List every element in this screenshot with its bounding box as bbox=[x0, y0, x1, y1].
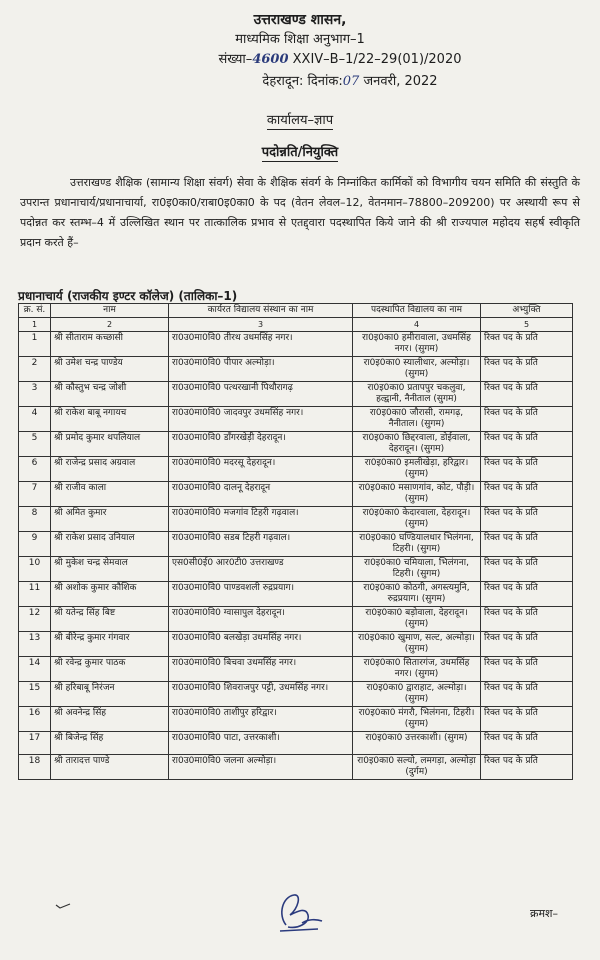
table-row bbox=[19, 432, 573, 457]
header-serial: क्र. सं. bbox=[19, 304, 51, 318]
column-number: 2 bbox=[51, 318, 169, 332]
cell-remarks: रिक्त पद के प्रति bbox=[481, 407, 573, 432]
cell-posted-school: रा0इ0का0 सल्यो, लमगड़ा, अल्मोड़ा (दुर्गम) bbox=[353, 755, 481, 780]
cell-remarks: रिक्त पद के प्रति bbox=[481, 482, 573, 507]
promotion-table bbox=[18, 303, 573, 780]
cell-serial: 18 bbox=[19, 755, 51, 780]
cell-posted-school: रा0इ0का0 इमलीखेड़ा, हरिद्वार। (सुगम) bbox=[353, 457, 481, 482]
cell-name: श्री बिजेन्द्र सिंह bbox=[51, 732, 169, 755]
table-row bbox=[19, 607, 573, 632]
cell-current-school: रा0उ0मा0वि0 ताशीपुर हरिद्वार। bbox=[169, 707, 353, 732]
table-row bbox=[19, 357, 573, 382]
cell-serial: 15 bbox=[19, 682, 51, 707]
cell-serial: 9 bbox=[19, 532, 51, 557]
cell-posted-school: रा0इ0का0 स्यालीधार, अल्मोड़ा। (सुगम) bbox=[353, 357, 481, 382]
cell-remarks: रिक्त पद के प्रति bbox=[481, 457, 573, 482]
table-row bbox=[19, 482, 573, 507]
cell-posted-school: रा0इ0का0 घण्डियालधार भिलंगना, टिहरी। (सुगम) bbox=[353, 532, 481, 557]
cell-posted-school: रा0इ0का0 खुमाण, सल्ट, अल्मोड़ा। (सुगम) bbox=[353, 632, 481, 657]
cell-remarks: रिक्त पद के प्रति bbox=[481, 532, 573, 557]
cell-posted-school: रा0इ0का0 उत्तरकाशी। (सुगम) bbox=[353, 732, 481, 755]
cell-posted-school: रा0इ0का0 सितारगंज, उधमसिंह नगर। (सुगम) bbox=[353, 657, 481, 682]
cell-current-school: रा0उ0मा0वि0 डाँगरखेड़ी देहरादून। bbox=[169, 432, 353, 457]
column-number-row bbox=[19, 318, 573, 332]
cell-serial: 13 bbox=[19, 632, 51, 657]
cell-current-school: रा0उ0मा0वि0 जादवपुर उधमसिंह नगर। bbox=[169, 407, 353, 432]
cell-current-school: रा0उ0मा0वि0 बलखेड़ा उधमसिंह नगर। bbox=[169, 632, 353, 657]
header-posted-school: पदस्थापित विद्यालय का नाम bbox=[353, 304, 481, 318]
table-caption: प्रधानाचार्य (राजकीय इण्टर कॉलेज) (तालिका–1) bbox=[18, 289, 238, 303]
cell-current-school: रा0उ0मा0वि0 जलना अल्मोड़ा। bbox=[169, 755, 353, 780]
cell-current-school: रा0उ0मा0वि0 मजगांव टिहरी गढ़वाल। bbox=[169, 507, 353, 532]
table-row bbox=[19, 582, 573, 607]
cell-current-school: रा0उ0मा0वि0 पत्थरखानी पिथौरागढ़ bbox=[169, 382, 353, 407]
cell-remarks: रिक्त पद के प्रति bbox=[481, 755, 573, 780]
cell-posted-school: रा0इ0का0 प्रतापपुर चकलुवा, हल्द्वानी, नैनीताल (सुगम) bbox=[353, 382, 481, 407]
cell-posted-school: रा0इ0का0 द्वाराहाट, अल्मोड़ा। (सुगम) bbox=[353, 682, 481, 707]
cell-name: श्री मुकेश चन्द्र सेमवाल bbox=[51, 557, 169, 582]
table-row bbox=[19, 457, 573, 482]
cell-remarks: रिक्त पद के प्रति bbox=[481, 682, 573, 707]
table-row bbox=[19, 755, 573, 780]
cell-current-school: एस0सी0ई0 आर0टी0 उत्तराखण्ड bbox=[169, 557, 353, 582]
cell-name: श्री तारादत्त पाण्डे bbox=[51, 755, 169, 780]
cell-remarks: रिक्त पद के प्रति bbox=[481, 332, 573, 357]
table-row bbox=[19, 557, 573, 582]
table-row bbox=[19, 682, 573, 707]
cell-posted-school: रा0इ0का0 कोठगी, अगस्त्यमुनि, रुद्रप्रयाग। (सुगम) bbox=[353, 582, 481, 607]
cell-name: श्री राजीव काला bbox=[51, 482, 169, 507]
table-row bbox=[19, 657, 573, 682]
letter-number bbox=[80, 52, 600, 68]
cell-serial: 2 bbox=[19, 357, 51, 382]
cell-name: श्री राकेश प्रसाद उनियाल bbox=[51, 532, 169, 557]
table-row bbox=[19, 382, 573, 407]
office-memo-heading: कार्यालय–ज्ञाप bbox=[266, 113, 334, 128]
cell-serial: 3 bbox=[19, 382, 51, 407]
cell-name: श्री राजेन्द्र प्रसाद अग्रवाल bbox=[51, 457, 169, 482]
cell-current-school: रा0उ0मा0वि0 शिवराजपुर पट्टी, उधमसिंह नगर। bbox=[169, 682, 353, 707]
column-number: 4 bbox=[353, 318, 481, 332]
order-body-text: उत्तराखण्ड शैक्षिक (सामान्य शिक्षा संवर्ग) सेवा के शैक्षिक संवर्ग के निम्नांकित कार्मिकों को विभागीय चयन समिति की संस्तुति के उपरान्त प्रधानाचार्य/प्रधानाचार्या, रा0इ0का0/राबा0इ0का0 के पद (वेतन लेवल–12, वेतनमान–78800–209200) पर अस्थायी रूप से पदोन्नत कर स्तम्भ–4 में उल्लिखित स्थान पर तात्कालिक प्रभाव से एतद्द्वारा पदस्थापित किये जाने की श्री राज्यपाल महोदय सहर्ष स्वीकृति प्रदान करते हैं– bbox=[20, 176, 580, 249]
cell-serial: 11 bbox=[19, 582, 51, 607]
cell-remarks: रिक्त पद के प्रति bbox=[481, 732, 573, 755]
column-number: 1 bbox=[19, 318, 51, 332]
number-prefix: संख्या– bbox=[218, 52, 253, 67]
cell-name: श्री बीरेन्द्र कुमार गंगवार bbox=[51, 632, 169, 657]
cell-name: श्री हरिबाबू निरंजन bbox=[51, 682, 169, 707]
signature-icon bbox=[268, 885, 328, 935]
cell-remarks: रिक्त पद के प्रति bbox=[481, 507, 573, 532]
table-row bbox=[19, 507, 573, 532]
cell-remarks: रिक्त पद के प्रति bbox=[481, 357, 573, 382]
cell-remarks: रिक्त पद के प्रति bbox=[481, 582, 573, 607]
date-prefix: देहरादून: दिनांक: bbox=[262, 74, 343, 89]
cell-remarks: रिक्त पद के प्रति bbox=[481, 632, 573, 657]
cell-serial: 16 bbox=[19, 707, 51, 732]
cell-remarks: रिक्त पद के प्रति bbox=[481, 432, 573, 457]
date-suffix: जनवरी, 2022 bbox=[363, 74, 438, 89]
cell-posted-school: रा0इ0का0 जौरासी, रामगढ़, नैनीताल। (सुगम) bbox=[353, 407, 481, 432]
cell-posted-school: रा0इ0का0 बड़ोवाला, देहरादून। (सुगम) bbox=[353, 607, 481, 632]
table-row bbox=[19, 332, 573, 357]
cell-name: श्री रवेन्द्र कुमार पाठक bbox=[51, 657, 169, 682]
column-number: 5 bbox=[481, 318, 573, 332]
cell-serial: 1 bbox=[19, 332, 51, 357]
cell-serial: 7 bbox=[19, 482, 51, 507]
table-row bbox=[19, 532, 573, 557]
cell-serial: 5 bbox=[19, 432, 51, 457]
cell-current-school: रा0उ0मा0वि0 सडब टिहरी गढ़वाल। bbox=[169, 532, 353, 557]
cell-name: श्री उमेश चन्द्र पाण्डेय bbox=[51, 357, 169, 382]
table-row bbox=[19, 707, 573, 732]
cell-remarks: रिक्त पद के प्रति bbox=[481, 557, 573, 582]
table-row bbox=[19, 632, 573, 657]
government-name: उत्तराखण्ड शासन, bbox=[253, 12, 347, 28]
table-header-row bbox=[19, 304, 573, 318]
cell-current-school: रा0उ0मा0वि0 पीपार अल्मोड़ा। bbox=[169, 357, 353, 382]
tick-mark bbox=[55, 903, 71, 909]
letter-date bbox=[100, 74, 600, 90]
column-number: 3 bbox=[169, 318, 353, 332]
cell-serial: 10 bbox=[19, 557, 51, 582]
cell-name: श्री प्रमोद कुमार थपलियाल bbox=[51, 432, 169, 457]
cell-serial: 17 bbox=[19, 732, 51, 755]
cell-serial: 12 bbox=[19, 607, 51, 632]
cell-posted-school: रा0इ0का0 चमियाला, भिलंगना, टिहरी। (सुगम) bbox=[353, 557, 481, 582]
cell-current-school: रा0उ0मा0वि0 मदरसू देहरादून। bbox=[169, 457, 353, 482]
cell-remarks: रिक्त पद के प्रति bbox=[481, 607, 573, 632]
cell-posted-school: रा0इ0का0 मसाणगांव, कोट, पौड़ी। (सुगम) bbox=[353, 482, 481, 507]
cell-serial: 6 bbox=[19, 457, 51, 482]
header-current-school: कार्यरत विद्यालय संस्थान का नाम bbox=[169, 304, 353, 318]
cell-current-school: रा0उ0मा0वि0 पाण्डवशली रुद्रप्रयाग। bbox=[169, 582, 353, 607]
cell-name: श्री अशोक कुमार कौशिक bbox=[51, 582, 169, 607]
cell-name: श्री अवनेन्द्र सिंह bbox=[51, 707, 169, 732]
subject-heading: पदोन्नति/नियुक्ति bbox=[261, 145, 339, 160]
cell-posted-school: रा0इ0का0 छिद्दरवाला, डोईवाला, देहरादून। (सुगम) bbox=[353, 432, 481, 457]
cell-serial: 14 bbox=[19, 657, 51, 682]
cell-posted-school: रा0इ0का0 मंगरौ, भिलंगना, टिहरी। (सुगम) bbox=[353, 707, 481, 732]
cell-name: श्री राकेश बाबू नगायच bbox=[51, 407, 169, 432]
cell-posted-school: रा0इ0का0 हमीरावाला, उधमसिंह नगर। (सुगम) bbox=[353, 332, 481, 357]
cell-posted-school: रा0इ0का0 केदारवाला, देहरादून। (सुगम) bbox=[353, 507, 481, 532]
number-suffix: XXIV–B–1/22–29(01)/2020 bbox=[292, 52, 462, 67]
cell-current-school: रा0उ0मा0वि0 पाटा, उत्तरकाशी। bbox=[169, 732, 353, 755]
handwritten-number: 4600 bbox=[252, 52, 289, 67]
cell-current-school: रा0उ0मा0वि0 तीरथ उधमसिंह नगर। bbox=[169, 332, 353, 357]
cell-current-school: रा0उ0मा0वि0 दालनू देहरादून bbox=[169, 482, 353, 507]
cell-remarks: रिक्त पद के प्रति bbox=[481, 707, 573, 732]
table-row bbox=[19, 732, 573, 755]
handwritten-date: 07 bbox=[342, 74, 360, 89]
cell-serial: 4 bbox=[19, 407, 51, 432]
cell-name: श्री यतेन्द्र सिंह बिष्ट bbox=[51, 607, 169, 632]
cell-name: श्री सीताराम कच्छासी bbox=[51, 332, 169, 357]
table-row bbox=[19, 407, 573, 432]
cell-name: श्री कौस्तुभ चन्द्र जोशी bbox=[51, 382, 169, 407]
cell-remarks: रिक्त पद के प्रति bbox=[481, 657, 573, 682]
header-remarks: अभ्युक्ति bbox=[481, 304, 573, 318]
cell-current-school: रा0उ0मा0वि0 ग्वासापुल देहरादून। bbox=[169, 607, 353, 632]
cell-remarks: रिक्त पद के प्रति bbox=[481, 382, 573, 407]
cell-name: श्री अमित कुमार bbox=[51, 507, 169, 532]
continued-label: क्रमश– bbox=[530, 907, 559, 920]
cell-current-school: रा0उ0मा0वि0 बिचवा उधमसिंह नगर। bbox=[169, 657, 353, 682]
header-name: नाम bbox=[51, 304, 169, 318]
department-section: माध्यमिक शिक्षा अनुभाग–1 bbox=[235, 32, 365, 47]
cell-serial: 8 bbox=[19, 507, 51, 532]
